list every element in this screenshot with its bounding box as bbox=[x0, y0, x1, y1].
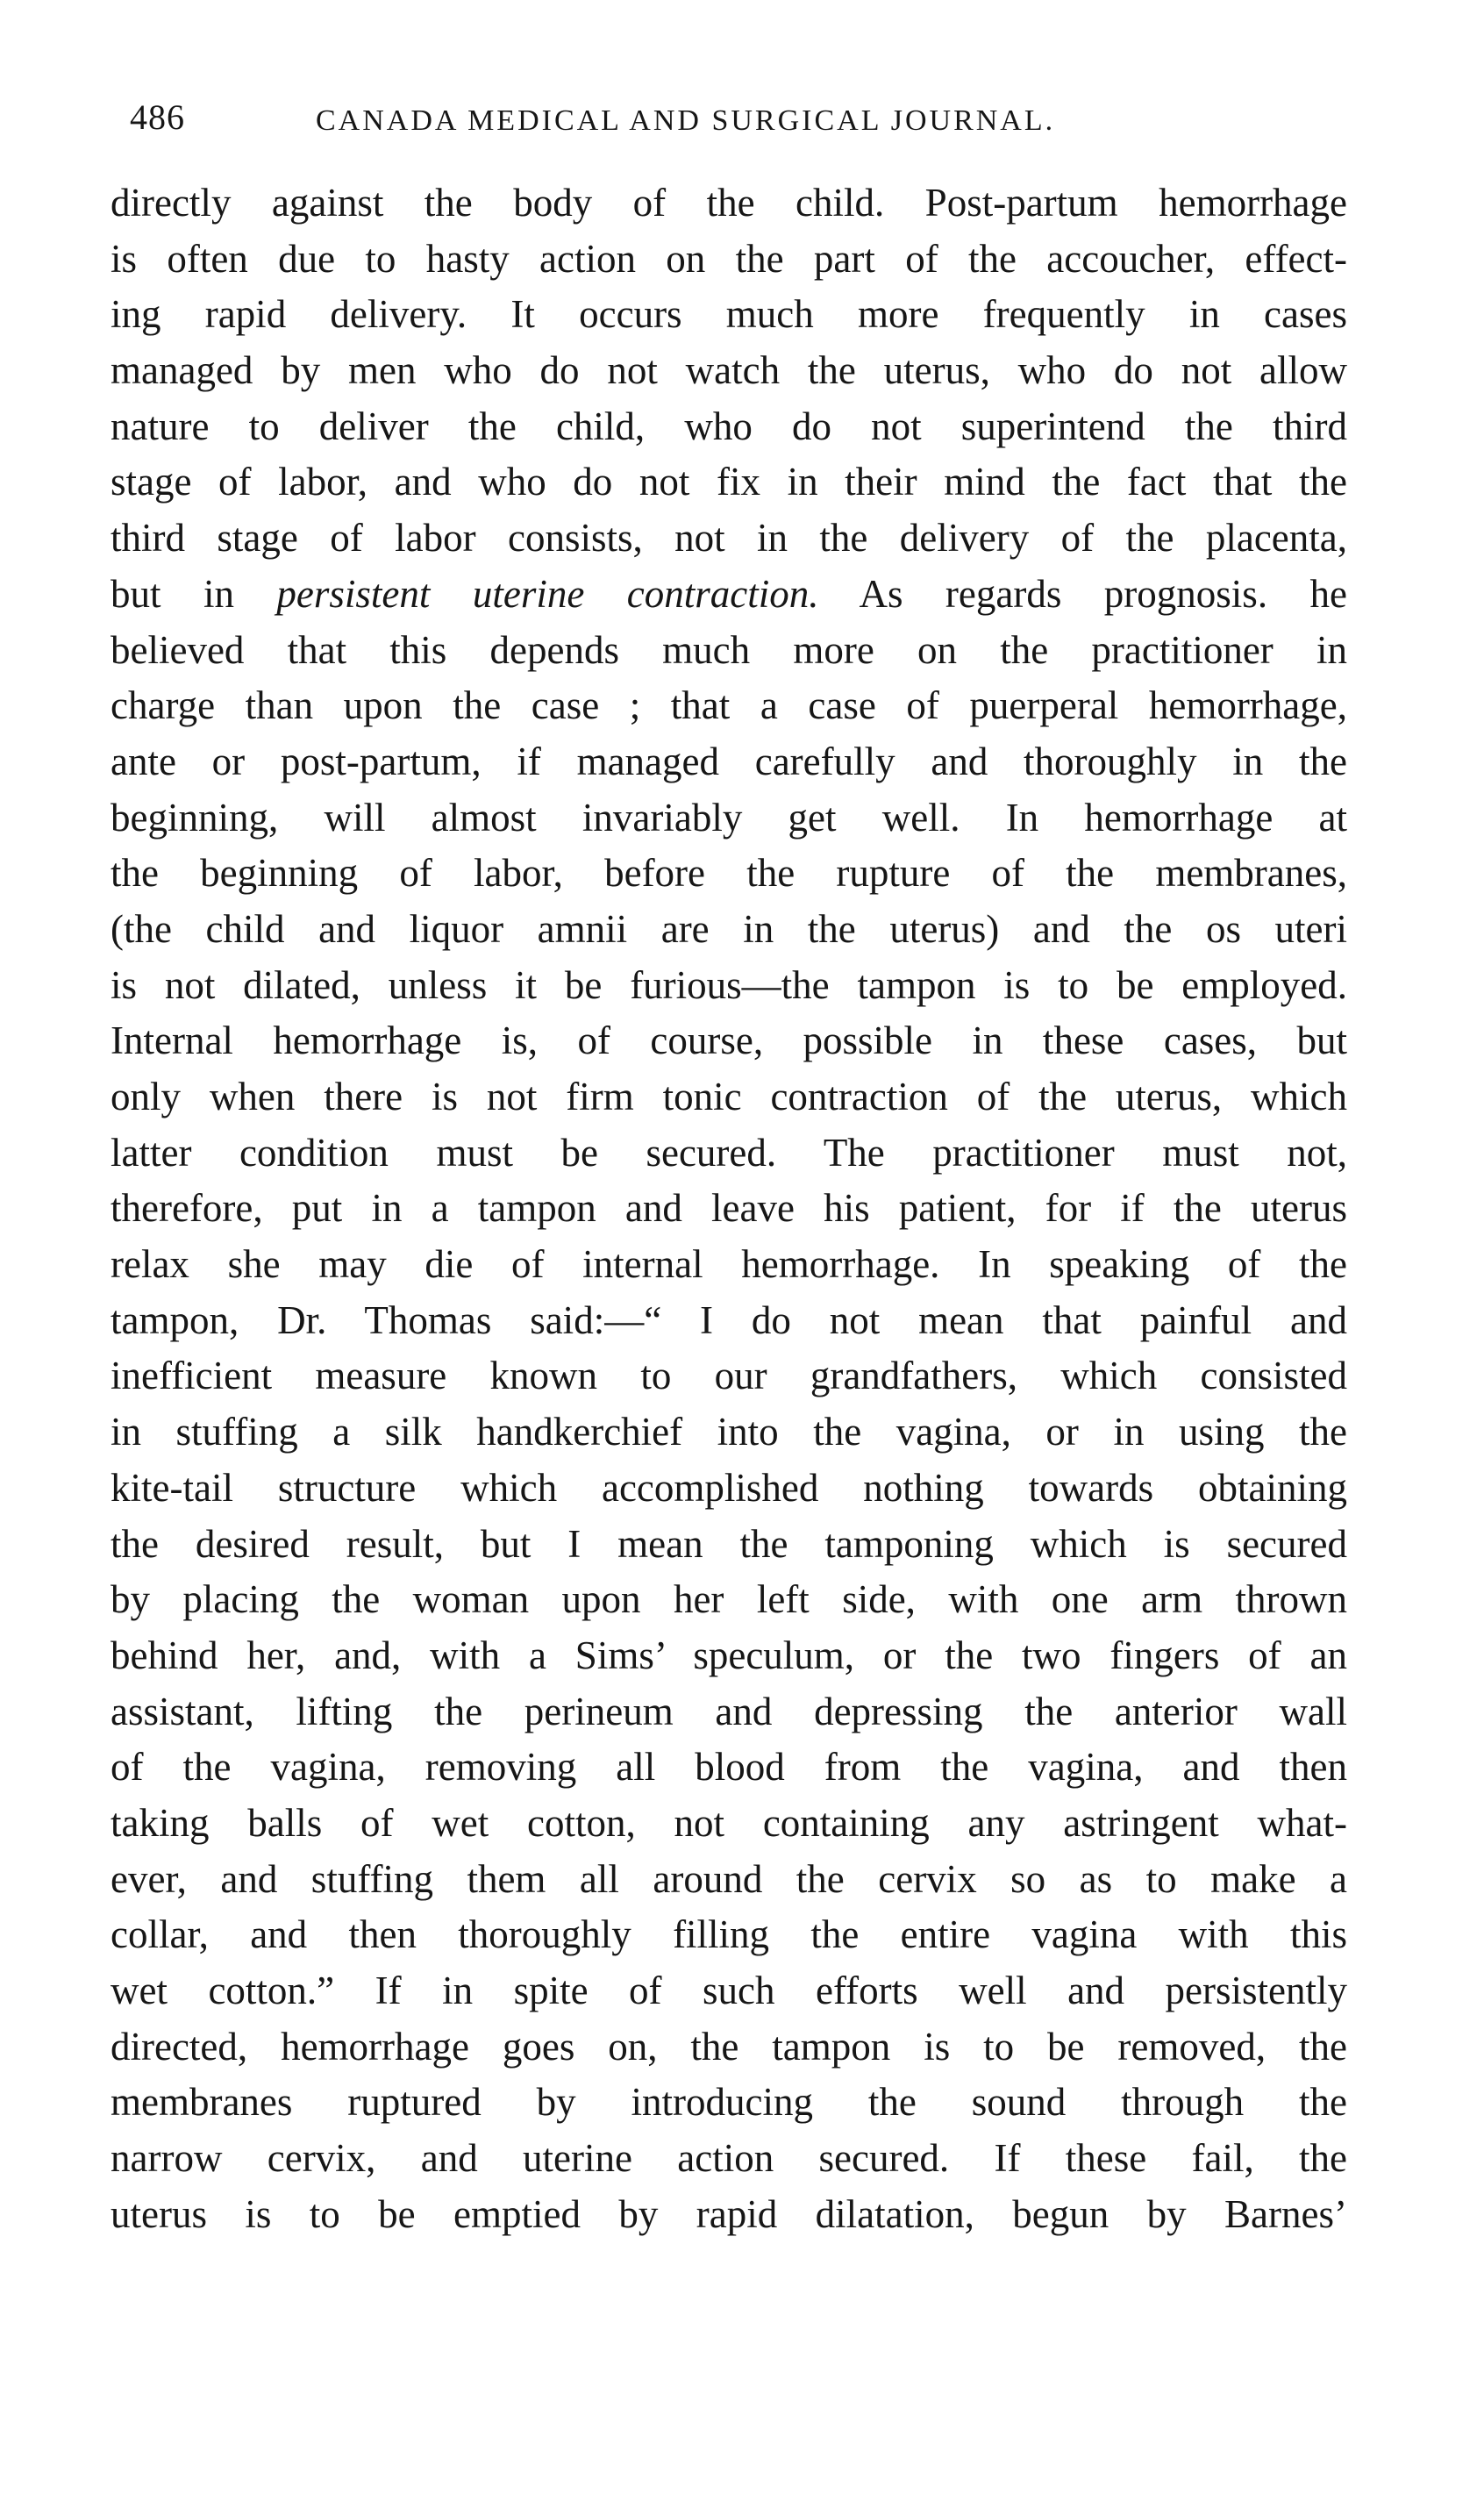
text-line: by placing the woman upon her left side, with one arm thrown bbox=[111, 1577, 1347, 1622]
text-line: collar, and then thoroughly filling the entire vagina with this bbox=[111, 1912, 1347, 1957]
page-number: 486 bbox=[130, 97, 185, 137]
text-line: ing rapid delivery. It occurs much more frequently in cases bbox=[111, 292, 1347, 337]
text-line: directed, hemorrhage goes on, the tampon is to be removed, the bbox=[111, 2024, 1347, 2069]
text-line-with-emphasis bbox=[111, 567, 1347, 623]
text-line: latter condition must be secured. The practitioner must not, bbox=[111, 1130, 1347, 1175]
text-line: in stuffing a silk handkerchief into the vagina, or in using the bbox=[111, 1410, 1347, 1454]
text-line: taking balls of wet cotton, not containing any astringent what- bbox=[111, 1800, 1347, 1845]
text-line: membranes ruptured by introducing the sound through the bbox=[111, 2080, 1347, 2125]
text-line: behind her, and, with a Sims’ speculum, or the two fingers of an bbox=[111, 1633, 1347, 1677]
page-header bbox=[130, 91, 1331, 144]
text-line: assistant, lifting the perineum and depressing the anterior wall bbox=[111, 1689, 1347, 1733]
text-line: ever, and stuffing them all around the cervix so as to make a bbox=[111, 1856, 1347, 1901]
text-line: third stage of labor consists, not in the delivery of the placenta, bbox=[111, 516, 1347, 561]
text-line: only when there is not firm tonic contraction of the uterus, which bbox=[111, 1075, 1347, 1118]
running-title: CANADA MEDICAL AND SURGICAL JOURNAL. bbox=[316, 104, 1056, 137]
text-line: of the vagina, removing all blood from the vagina, and then bbox=[111, 1745, 1347, 1790]
text-line: tampon, Dr. Thomas said:—“ I do not mean that painful and bbox=[111, 1297, 1347, 1342]
text-segment: but in bbox=[111, 571, 277, 616]
text-line: charge than upon the case ; that a case of puerperal hemorrhage, bbox=[111, 683, 1347, 728]
text-line: believed that this depends much more on the practitioner in bbox=[111, 627, 1347, 672]
text-line: nature to deliver the child, who do not superintend the third bbox=[111, 404, 1347, 448]
text-line: managed by men who do not watch the uterus, who do not allow bbox=[111, 348, 1347, 393]
text-line: ante or post-partum, if managed carefully and thoroughly in the bbox=[111, 739, 1347, 783]
article-body bbox=[111, 175, 1347, 2242]
text-line: therefore, put in a tampon and leave his patient, for if the uterus bbox=[111, 1186, 1347, 1231]
text-line: inefficient measure known to our grandfathers, which consisted bbox=[111, 1354, 1347, 1398]
text-line: uterus is to be emptied by rapid dilatation, begun by Barnes’ bbox=[111, 2191, 1347, 2236]
text-line: is often due to hasty action on the part of the accoucher, effect- bbox=[111, 236, 1347, 281]
text-line: relax she may die of internal hemorrhage. In speaking of the bbox=[111, 1242, 1347, 1287]
text-line: kite-tail structure which accomplished nothing towards obtaining bbox=[111, 1465, 1347, 1510]
text-line: beginning, will almost invariably get well. In hemorrhage at bbox=[111, 795, 1347, 840]
text-line: directly against the body of the child. Post-partum hemorrhage bbox=[111, 181, 1347, 225]
italic-phrase: persistent uterine contraction. bbox=[276, 571, 819, 616]
text-line: the beginning of labor, before the rupture of the membranes, bbox=[111, 851, 1347, 896]
text-segment: As regards prognosis. he bbox=[818, 571, 1347, 616]
text-line: wet cotton.” If in spite of such efforts well and persistently bbox=[111, 1969, 1347, 2012]
text-line: is not dilated, unless it be furious—the tampon is to be employed. bbox=[111, 962, 1347, 1007]
text-line: narrow cervix, and uterine action secured. If these fail, the bbox=[111, 2136, 1347, 2181]
text-line: (the child and liquor amnii are in the uterus) and the os uteri bbox=[111, 906, 1347, 951]
text-line: Internal hemorrhage is, of course, possible in these cases, but bbox=[111, 1018, 1347, 1063]
text-line: stage of labor, and who do not fix in their mind the fact that the bbox=[111, 460, 1347, 504]
text-line: the desired result, but I mean the tamponing which is secured bbox=[111, 1521, 1347, 1566]
